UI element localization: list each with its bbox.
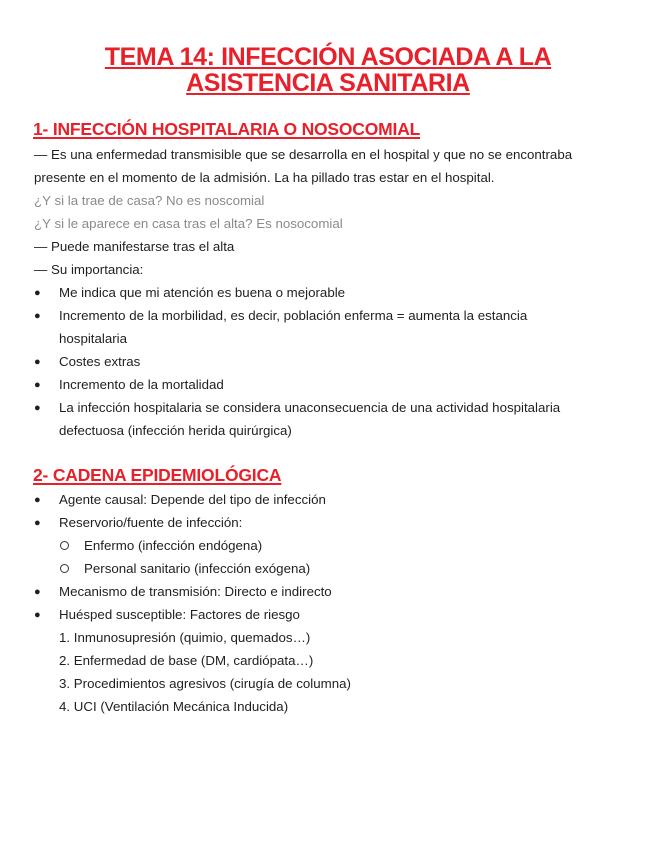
bullet-dot: ● <box>34 517 41 529</box>
list-item: Huésped susceptible: Factores de riesgo <box>59 607 300 622</box>
section-1-paragraph-line-2: presente en el momento de la admisión. La ha pillado tras estar en el hospital. <box>34 170 495 185</box>
sub-list-item: Personal sanitario (infección exógena) <box>84 561 311 576</box>
list-item: La infección hospitalaria se considera unaconsecuencia de una actividad hospitalaria <box>59 400 561 415</box>
question-2: ¿Y si le aparece en casa tras el alta? Es nosocomial <box>34 216 343 231</box>
numbered-item: 3. Procedimientos agresivos (cirugía de columna) <box>59 676 351 691</box>
section-2-heading: 2- CADENA EPIDEMIOLÓGICA <box>33 465 282 485</box>
dash-item-2: — Su importancia: <box>34 262 144 277</box>
bullet-dot: ● <box>34 402 41 414</box>
hollow-circle-bullet <box>60 541 69 550</box>
bullet-dot: ● <box>34 586 41 598</box>
list-item: Reservorio/fuente de infección: <box>59 515 243 530</box>
numbered-item: 1. Inmunosupresión (quimio, quemados…) <box>59 630 311 645</box>
bullet-dot: ● <box>34 379 41 391</box>
question-1: ¿Y si la trae de casa? No es noscomial <box>34 193 265 208</box>
bullet-dot: ● <box>34 494 41 506</box>
list-item: Mecanismo de transmisión: Directo e indirecto <box>59 584 332 599</box>
dash-item-1: — Puede manifestarse tras el alta <box>34 239 235 254</box>
section-1-heading: 1- INFECCIÓN HOSPITALARIA O NOSOCOMIAL <box>33 119 421 139</box>
title-line-2: ASISTENCIA SANITARIA <box>186 69 470 97</box>
bullet-dot: ● <box>34 287 41 299</box>
list-item: Incremento de la morbilidad, es decir, población enferma = aumenta la estancia <box>59 308 528 323</box>
bullet-dot: ● <box>34 356 41 368</box>
bullet-dot: ● <box>34 609 41 621</box>
section-1-paragraph-line-1: — Es una enfermedad transmisible que se desarrolla en el hospital y que no se encontraba <box>34 147 573 162</box>
list-item: Costes extras <box>59 354 141 369</box>
list-item: Me indica que mi atención es buena o mejorable <box>59 285 346 300</box>
title-line-1: TEMA 14: INFECCIÓN ASOCIADA A LA <box>104 43 552 71</box>
list-item: Agente causal: Depende del tipo de infección <box>59 492 326 507</box>
page-title <box>0 44 656 96</box>
sub-list-item: Enfermo (infección endógena) <box>84 538 263 553</box>
list-item: Incremento de la mortalidad <box>59 377 224 392</box>
numbered-item: 4. UCI (Ventilación Mecánica Inducida) <box>59 699 289 714</box>
list-item-continuation: defectuosa (infección herida quirúrgica) <box>59 423 292 438</box>
bullet-dot: ● <box>34 310 41 322</box>
hollow-circle-bullet <box>60 564 69 573</box>
numbered-item: 2. Enfermedad de base (DM, cardiópata…) <box>59 653 314 668</box>
list-item-continuation: hospitalaria <box>59 331 128 346</box>
